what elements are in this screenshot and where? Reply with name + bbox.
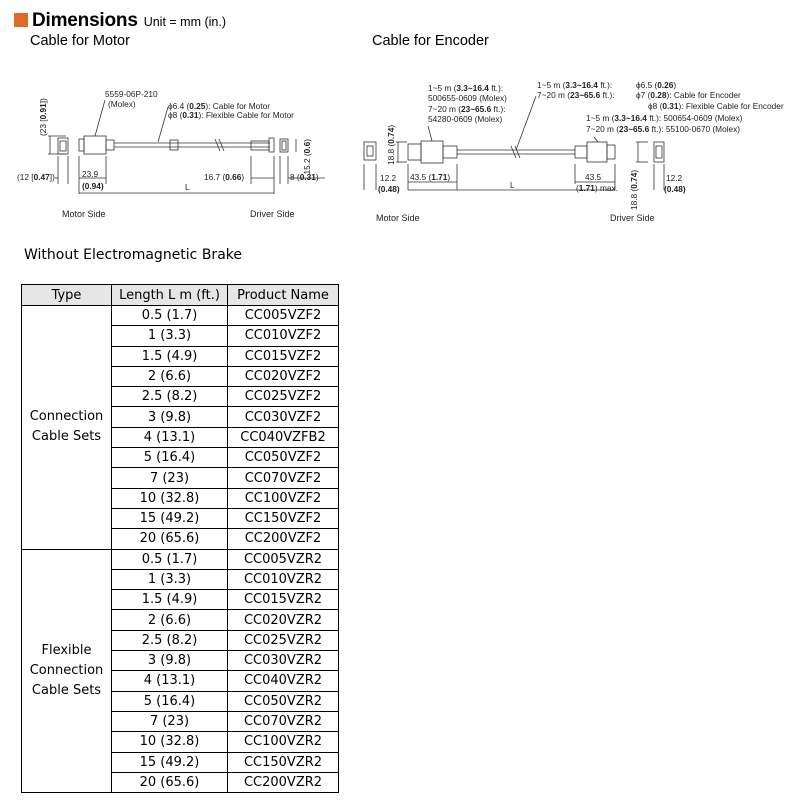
enc-dia2: ϕ7 (0.28): Cable for Encoder	[636, 90, 741, 100]
enc-right-connector-length-in: (1.71) max.	[576, 183, 618, 193]
length-cell: 20 (65.6)	[112, 529, 228, 549]
product-name-cell: CC020VZR2	[228, 610, 339, 630]
motor-driver-connector-length: 16.7 (0.66)	[204, 172, 245, 182]
enc-width-left-mm: 12.2	[380, 173, 397, 183]
length-cell: 0.5 (1.7)	[112, 549, 228, 569]
enc-length-label: L	[510, 180, 515, 190]
header-length: Length L m (ft.)	[112, 285, 228, 306]
length-cell: 7 (23)	[112, 468, 228, 488]
product-name-cell: CC200VZF2	[228, 529, 339, 549]
motor-width-left: (12 [0.47])	[17, 172, 55, 182]
motor-height-right: 15.2 (0.6)	[302, 139, 312, 175]
length-cell: 1.5 (4.9)	[112, 590, 228, 610]
motor-length-label: L	[185, 182, 190, 192]
motor-width-right: 8 (0.31)	[290, 172, 319, 182]
enc-motor-side-label: Motor Side	[376, 213, 420, 223]
length-cell: 0.5 (1.7)	[112, 306, 228, 326]
enc-left-range2: 7~20 m (23~65.6 ft.):	[428, 104, 506, 114]
type-line: Cable Sets	[31, 429, 102, 445]
page-title: Dimensions	[32, 10, 138, 31]
product-name-cell: CC015VZR2	[228, 590, 339, 610]
enc-left-model1: 500655-0609 (Molex)	[428, 93, 507, 103]
table-row	[22, 549, 339, 569]
length-cell: 15 (49.2)	[112, 508, 228, 528]
enc-width-right-in: (0.48)	[664, 184, 686, 194]
product-name-cell: CC050VZF2	[228, 448, 339, 468]
product-name-cell: CC005VZF2	[228, 306, 339, 326]
type-cell	[22, 306, 112, 550]
length-cell: 7 (23)	[112, 711, 228, 731]
length-cell: 5 (16.4)	[112, 448, 228, 468]
product-name-cell: CC015VZF2	[228, 346, 339, 366]
product-name-cell: CC010VZF2	[228, 326, 339, 346]
enc-left-range1: 1~5 m (3.3~16.4 ft.):	[428, 83, 504, 93]
enc-right-range1: 1~5 m (3.3~16.4 ft.): 500654-0609 (Molex)	[586, 113, 743, 123]
table-header-row	[22, 285, 339, 306]
motor-cable-title: Cable for Motor	[30, 33, 130, 49]
enc-dia1: ϕ6.5 (0.26)	[636, 80, 677, 90]
product-table	[21, 284, 339, 793]
product-name-cell: CC030VZF2	[228, 407, 339, 427]
length-cell: 10 (32.8)	[112, 488, 228, 508]
type-line: Cable Sets	[31, 682, 102, 698]
encoder-cable-title: Cable for Encoder	[372, 33, 489, 49]
motor-diameter-cable: ϕ6.4 (0.25): Cable for Motor	[168, 101, 270, 111]
product-name-cell: CC020VZF2	[228, 366, 339, 386]
type-cell	[22, 549, 112, 793]
dimension-drawings	[0, 0, 800, 240]
motor-diameter-flex: ϕ8 (0.31): Flexible Cable for Motor	[168, 110, 294, 120]
product-name-cell: CC025VZR2	[228, 630, 339, 650]
product-name-cell: CC010VZR2	[228, 569, 339, 589]
type-line: Connection	[29, 662, 104, 678]
length-cell: 5 (16.4)	[112, 691, 228, 711]
length-cell: 2 (6.6)	[112, 610, 228, 630]
length-cell: 3 (9.8)	[112, 651, 228, 671]
length-cell: 2.5 (8.2)	[112, 630, 228, 650]
motor-connector-length-in: (0.94)	[82, 181, 104, 191]
enc-width-right-mm: 12.2	[666, 173, 683, 183]
product-name-cell: CC150VZR2	[228, 752, 339, 772]
length-cell: 1.5 (4.9)	[112, 346, 228, 366]
motor-height-left: (23 [0.91])	[38, 98, 48, 136]
product-name-cell: CC070VZF2	[228, 468, 339, 488]
motor-side-label: Motor Side	[62, 209, 106, 219]
enc-driver-side-label: Driver Side	[610, 213, 655, 223]
enc-height-right: 18.8 (0.74)	[629, 169, 639, 210]
enc-width-left-in: (0.48)	[378, 184, 400, 194]
header-product-name: Product Name	[228, 285, 339, 306]
unit-note: Unit = mm (in.)	[143, 15, 227, 29]
product-name-cell: CC005VZR2	[228, 549, 339, 569]
table-row	[22, 306, 339, 326]
product-name-cell: CC030VZR2	[228, 651, 339, 671]
length-cell: 1 (3.3)	[112, 569, 228, 589]
type-line: Flexible	[41, 642, 92, 658]
type-line: Connection	[29, 409, 104, 425]
enc-dia3: ϕ8 (0.31): Flexible Cable for Encoder	[648, 101, 784, 111]
product-name-cell: CC025VZF2	[228, 387, 339, 407]
length-cell: 10 (32.8)	[112, 732, 228, 752]
product-name-cell: CC100VZF2	[228, 488, 339, 508]
product-name-cell: CC040VZFB2	[228, 427, 339, 447]
length-cell: 4 (13.1)	[112, 427, 228, 447]
table-body	[22, 306, 339, 793]
length-cell: 1 (3.3)	[112, 326, 228, 346]
length-cell: 2.5 (8.2)	[112, 387, 228, 407]
product-name-cell: CC200VZR2	[228, 772, 339, 792]
product-name-cell: CC040VZR2	[228, 671, 339, 691]
length-cell: 20 (65.6)	[112, 772, 228, 792]
table-caption: Without Electromagnetic Brake	[24, 247, 242, 263]
product-name-cell: CC070VZR2	[228, 711, 339, 731]
enc-height-left: 18.8 (0.74)	[386, 124, 396, 165]
length-cell: 3 (9.8)	[112, 407, 228, 427]
motor-connector-model: 5559-06P-210	[105, 89, 158, 99]
motor-connector-length-mm: 23.9	[82, 169, 99, 179]
enc-mid-range2: 7~20 m (23~65.6 ft.):	[537, 90, 615, 100]
enc-left-model2: 54280-0609 (Molex)	[428, 114, 503, 124]
driver-side-label: Driver Side	[250, 209, 295, 219]
product-name-cell: CC050VZR2	[228, 691, 339, 711]
length-cell: 2 (6.6)	[112, 366, 228, 386]
enc-mid-range1: 1~5 m (3.3~16.4 ft.):	[537, 80, 613, 90]
enc-right-connector-length-mm: 43.5	[585, 172, 602, 182]
enc-left-connector-length: 43.5 (1.71)	[410, 172, 451, 182]
product-name-cell: CC100VZR2	[228, 732, 339, 752]
product-name-cell: CC150VZF2	[228, 508, 339, 528]
length-cell: 4 (13.1)	[112, 671, 228, 691]
motor-connector-maker: (Molex)	[108, 99, 136, 109]
enc-right-range2: 7~20 m (23~65.6 ft.): 55100-0670 (Molex)	[586, 124, 741, 134]
length-cell: 15 (49.2)	[112, 752, 228, 772]
encoder-cable-drawing	[364, 96, 664, 190]
header-type: Type	[22, 285, 112, 306]
